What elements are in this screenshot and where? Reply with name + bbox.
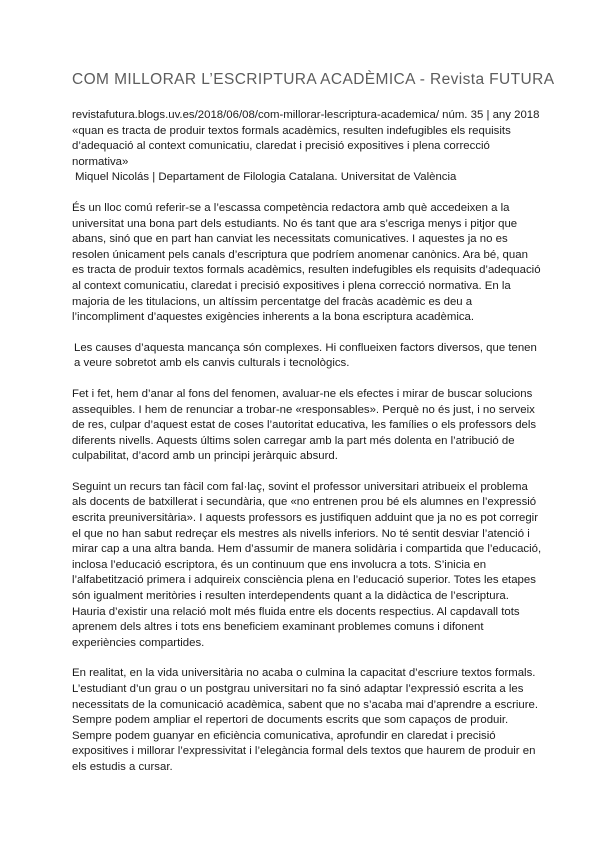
author-line: Miquel Nicolás | Departament de Filologia Catalana. Universitat de València xyxy=(75,171,457,184)
source-line: revistafutura.blogs.uv.es/2018/06/08/com-millorar-lescriptura-academica/ núm. 35 | any 2018 xyxy=(72,109,540,121)
paragraph: És un lloc comú referir-se a l’escassa competència redactora amb què accedeixen a la universitat una bona part dels estudiants. No és tant que ara s’escriga menys i pitjor que abans, sinó que en part han canviat les necessitats comunicatives. I aquestes ja no es resolen únicament pels canals d’escriptura que podríem anomenar canònics. Ara bé, quan es tracta de produir textos formals acadèmics, resulten indefugibles els requisits d’adequació al context comunicatiu, claredat i precisió expositives i plena correcció normativa. En la majoria de les titulacions, un altíssim percentatge del fracàs acadèmic es deu a l’incompliment d’aquestes exigències inherents a la bona escriptura acadèmica. xyxy=(72,201,541,324)
paragraph: Seguint un recurs tan fàcil com fal·laç, sovint el professor universitari atribueix el problema als docents de batxillerat i secundària, que «no entrenen prou bé els alumnes en l’expressió escrita preuniversitària». I aquests professors es justifiquen adduint que ja no es pot corregir el que no han sabut redreçar els mestres als nivells inferiors. No té sentit desviar l’atenció i mirar cap a una altra banda. Hem d’assumir de manera solidària i compartida que l’educació, inclosa l’educació escriptora, és un continuum que ens involucra a tots. S’inicia en l’alfabetització primera i adquireix consciència plena en l’educació superior. Totes les etapes són igualment meritòries i resulten interdependents quant a la didàctica de l’escriptura. Hauria d’existir una relació molt més fluida entre els docents respectius. Al capdavall tots aprenem dels altres i tots ens beneficiem examinant problemes comuns i difonent experiències compartides. xyxy=(72,480,542,649)
document-title: COM MILLORAR L’ESCRIPTURA ACADÈMICA - Revista FUTURA xyxy=(72,71,555,88)
paragraph: En realitat, en la vida universitària no acaba o culmina la capacitat d’escriure textos formals. L’estudiant d’un grau o un postgrau universitari no fa sinó adaptar l’expressió escrita a les necessitats de la comunicació acadèmica, sabent que no s’acaba mai d’aprendre a escriure. Sempre podem ampliar el repertori de documents escrits que som capaços de produir. Sempre podem guanyar en eficiència comunicativa, aprofundir en claredat i precisió expositives i millorar l’expressivitat i l’elegància formal dels textos que haurem de produir en els estudis a cursar. xyxy=(72,667,539,773)
article-metadata xyxy=(72,108,542,186)
paragraph: Les causes d’aquesta mancança són complexes. Hi conflueixen factors diversos, que tenen a veure sobretot amb els canvis culturals i tecnològics. xyxy=(74,341,537,370)
pull-quote: «quan es tracta de produir textos formals acadèmics, resulten indefugibles els requisits d’adequació al context comunicatiu, claredat i precisió expositives i plena correcció normativa» xyxy=(72,124,511,168)
document-page xyxy=(72,70,555,791)
paragraph: Fet i fet, hem d’anar al fons del fenomen, avaluar-ne els efectes i mirar de buscar solucions assequibles. I hem de renunciar a trobar-ne «responsables». Perquè no és just, i no serveix de res, culpar d’aquest estat de coses l’autoritat educativa, les famílies o els professors dels diferents nivells. Aquests últims solen carregar amb la part més dolenta en l’atribució de culpabilitat, d’acord amb un principi jeràrquic absurd. xyxy=(72,387,537,463)
